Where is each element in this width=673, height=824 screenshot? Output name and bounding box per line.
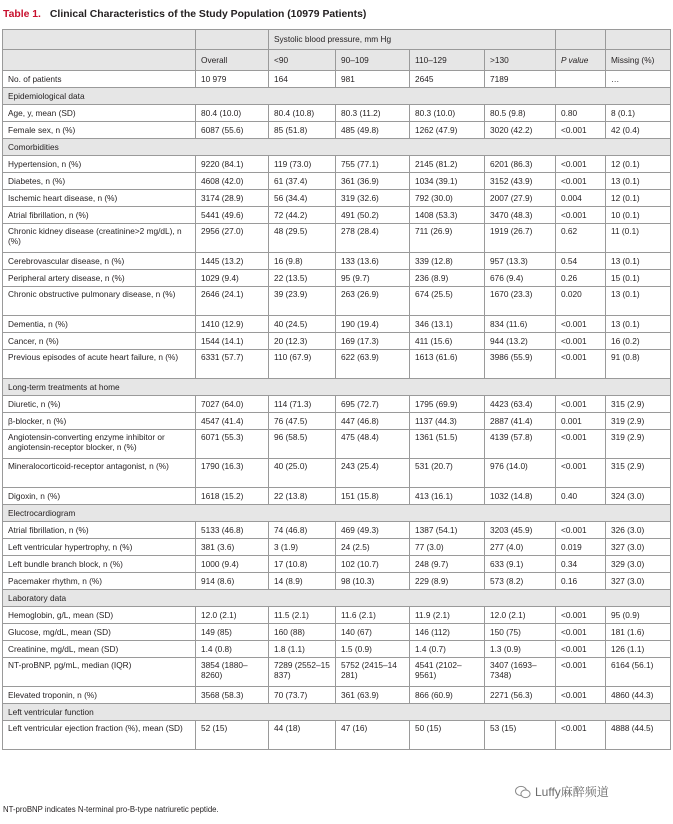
table-cell: 42 (0.4): [606, 122, 671, 139]
table-cell: 695 (72.7): [336, 396, 410, 413]
table-cell: 53 (15): [485, 721, 556, 750]
sbp-group-header: Systolic blood pressure, mm Hg: [269, 30, 556, 50]
table-cell: 0.80: [556, 105, 606, 122]
table-cell: 5133 (46.8): [196, 522, 269, 539]
table-cell: 263 (26.9): [336, 287, 410, 316]
clinical-characteristics-table: [2, 29, 671, 750]
table-cell: 3407 (1693–7348): [485, 658, 556, 687]
header-row-group: [3, 30, 671, 50]
table-cell: 0.62: [556, 224, 606, 253]
table-cell: 16 (0.2): [606, 333, 671, 350]
row-label: Ischemic heart disease, n (%): [3, 190, 196, 207]
table-cell: 1032 (14.8): [485, 488, 556, 505]
table-cell: 6201 (86.3): [485, 156, 556, 173]
table-cell: 119 (73.0): [269, 156, 336, 173]
table-cell: 711 (26.9): [410, 224, 485, 253]
table-cell: 327 (3.0): [606, 573, 671, 590]
table-cell: 1.4 (0.7): [410, 641, 485, 658]
table-cell: 1.8 (1.1): [269, 641, 336, 658]
table-cell: 327 (3.0): [606, 539, 671, 556]
section-header-row: [3, 590, 671, 607]
table-cell: 48 (29.5): [269, 224, 336, 253]
table-cell: 9220 (84.1): [196, 156, 269, 173]
table-cell: 47 (16): [336, 721, 410, 750]
table-cell: <0.001: [556, 122, 606, 139]
table-cell: 866 (60.9): [410, 687, 485, 704]
table-cell: 11.9 (2.1): [410, 607, 485, 624]
table-cell: 24 (2.5): [336, 539, 410, 556]
table-cell: 95 (9.7): [336, 270, 410, 287]
table-cell: 346 (13.1): [410, 316, 485, 333]
table-row: [3, 156, 671, 173]
table-row: [3, 573, 671, 590]
table-cell: 4608 (42.0): [196, 173, 269, 190]
table-cell: 792 (30.0): [410, 190, 485, 207]
row-label: Elevated troponin, n (%): [3, 687, 196, 704]
table-cell: 4139 (57.8): [485, 430, 556, 459]
section-header-row: [3, 505, 671, 522]
table-cell: 110 (67.9): [269, 350, 336, 379]
table-row: [3, 333, 671, 350]
table-cell: 2007 (27.9): [485, 190, 556, 207]
table-cell: 164: [269, 71, 336, 88]
table-cell: <0.001: [556, 350, 606, 379]
table-cell: 3174 (28.9): [196, 190, 269, 207]
table-cell: <0.001: [556, 459, 606, 488]
table-cell: 14 (8.9): [269, 573, 336, 590]
table-cell: 3986 (55.9): [485, 350, 556, 379]
table-cell: 7289 (2552–15 837): [269, 658, 336, 687]
table-cell: 3568 (58.3): [196, 687, 269, 704]
row-label: Left ventricular hypertrophy, n (%): [3, 539, 196, 556]
table-cell: 622 (63.9): [336, 350, 410, 379]
section-title: Electrocardiogram: [3, 505, 671, 522]
table-row: [3, 459, 671, 488]
row-label: Glucose, mg/dL, mean (SD): [3, 624, 196, 641]
table-cell: <0.001: [556, 430, 606, 459]
table-row: [3, 641, 671, 658]
table-cell: 149 (85): [196, 624, 269, 641]
table-cell: 5752 (2415–14 281): [336, 658, 410, 687]
table-cell: 1361 (51.5): [410, 430, 485, 459]
table-row: [3, 687, 671, 704]
row-label: Peripheral artery disease, n (%): [3, 270, 196, 287]
table-row: [3, 396, 671, 413]
table-cell: 1795 (69.9): [410, 396, 485, 413]
table-title: Clinical Characteristics of the Study Population (10979 Patients): [49, 9, 367, 20]
row-label: Left ventricular ejection fraction (%), mean (SD): [3, 721, 196, 750]
table-cell: 15 (0.1): [606, 270, 671, 287]
table-cell: 6071 (55.3): [196, 430, 269, 459]
table-cell: 44 (18): [269, 721, 336, 750]
header-empty-cell: [3, 30, 196, 50]
table-cell: 676 (9.4): [485, 270, 556, 287]
header-empty-cell: [606, 30, 671, 50]
watermark: [515, 783, 609, 800]
table-cell: 102 (10.7): [336, 556, 410, 573]
table-cell: 13 (0.1): [606, 287, 671, 316]
row-label: Hypertension, n (%): [3, 156, 196, 173]
table-cell: 8 (0.1): [606, 105, 671, 122]
row-label: Age, y, mean (SD): [3, 105, 196, 122]
table-cell: 957 (13.3): [485, 253, 556, 270]
table-cell: 319 (2.9): [606, 430, 671, 459]
row-label: Cerebrovascular disease, n (%): [3, 253, 196, 270]
table-cell: 11.6 (2.1): [336, 607, 410, 624]
table-cell: 469 (49.3): [336, 522, 410, 539]
table-cell: 12.0 (2.1): [196, 607, 269, 624]
table-cell: 80.3 (10.0): [410, 105, 485, 122]
row-label: Mineralocorticoid-receptor antagonist, n (%): [3, 459, 196, 488]
table-cell: <0.001: [556, 624, 606, 641]
table-caption: [3, 9, 366, 20]
table-cell: 12 (0.1): [606, 156, 671, 173]
table-cell: 3203 (45.9): [485, 522, 556, 539]
section-title: Epidemiological data: [3, 88, 671, 105]
column-header: Missing (%): [606, 50, 671, 71]
table-cell: 80.5 (9.8): [485, 105, 556, 122]
table-cell: 0.16: [556, 573, 606, 590]
table-row: [3, 71, 671, 88]
table-cell: 13 (0.1): [606, 253, 671, 270]
table-row: [3, 350, 671, 379]
table-cell: 40 (25.0): [269, 459, 336, 488]
table-cell: <0.001: [556, 156, 606, 173]
table-cell: 80.4 (10.0): [196, 105, 269, 122]
table-cell: <0.001: [556, 641, 606, 658]
table-row: [3, 539, 671, 556]
chat-bubble-icon: [515, 785, 531, 799]
table-cell: 22 (13.8): [269, 488, 336, 505]
table-cell: 361 (63.9): [336, 687, 410, 704]
table-cell: 169 (17.3): [336, 333, 410, 350]
section-title: Laboratory data: [3, 590, 671, 607]
table-row: [3, 721, 671, 750]
table-cell: 0.020: [556, 287, 606, 316]
table-cell: 151 (15.8): [336, 488, 410, 505]
table-cell: 3020 (42.2): [485, 122, 556, 139]
table-cell: 50 (15): [410, 721, 485, 750]
table-cell: 16 (9.8): [269, 253, 336, 270]
table-cell: 326 (3.0): [606, 522, 671, 539]
row-label: Female sex, n (%): [3, 122, 196, 139]
table-cell: …: [606, 71, 671, 88]
table-cell: 633 (9.1): [485, 556, 556, 573]
table-cell: 1670 (23.3): [485, 287, 556, 316]
table-cell: 1000 (9.4): [196, 556, 269, 573]
table-cell: 10 (0.1): [606, 207, 671, 224]
table-cell: 181 (1.6): [606, 624, 671, 641]
section-title: Left ventricular function: [3, 704, 671, 721]
table-cell: 39 (23.9): [269, 287, 336, 316]
table-cell: <0.001: [556, 316, 606, 333]
table-cell: 248 (9.7): [410, 556, 485, 573]
table-cell: 485 (49.8): [336, 122, 410, 139]
table-cell: 229 (8.9): [410, 573, 485, 590]
table-cell: 1387 (54.1): [410, 522, 485, 539]
table-cell: 4547 (41.4): [196, 413, 269, 430]
column-header: [3, 50, 196, 71]
column-header: 90–109: [336, 50, 410, 71]
table-cell: 1029 (9.4): [196, 270, 269, 287]
watermark-text: Luffy麻醉频道: [535, 785, 609, 799]
table-cell: 72 (44.2): [269, 207, 336, 224]
table-cell: 278 (28.4): [336, 224, 410, 253]
table-cell: 0.26: [556, 270, 606, 287]
table-cell: 17 (10.8): [269, 556, 336, 573]
table-cell: 1.3 (0.9): [485, 641, 556, 658]
table-row: [3, 522, 671, 539]
table-cell: 126 (1.1): [606, 641, 671, 658]
table-cell: 4423 (63.4): [485, 396, 556, 413]
table-cell: <0.001: [556, 721, 606, 750]
table-row: [3, 253, 671, 270]
table-cell: 0.004: [556, 190, 606, 207]
table-cell: 0.54: [556, 253, 606, 270]
table-cell: 944 (13.2): [485, 333, 556, 350]
table-cell: 56 (34.4): [269, 190, 336, 207]
table-cell: 4888 (44.5): [606, 721, 671, 750]
table-cell: 3152 (43.9): [485, 173, 556, 190]
table-cell: 1.4 (0.8): [196, 641, 269, 658]
table-cell: 0.019: [556, 539, 606, 556]
table-cell: 1410 (12.9): [196, 316, 269, 333]
table-cell: 1034 (39.1): [410, 173, 485, 190]
table-cell: <0.001: [556, 658, 606, 687]
row-label: Angiotensin-converting enzyme inhibitor or angiotensin-receptor blocker, n (%): [3, 430, 196, 459]
table-cell: 2956 (27.0): [196, 224, 269, 253]
table-cell: 95 (0.9): [606, 607, 671, 624]
table-row: [3, 224, 671, 253]
table-cell: 7189: [485, 71, 556, 88]
table-cell: 7027 (64.0): [196, 396, 269, 413]
table-cell: 1613 (61.6): [410, 350, 485, 379]
table-cell: 339 (12.8): [410, 253, 485, 270]
table-cell: 361 (36.9): [336, 173, 410, 190]
table-cell: 2645: [410, 71, 485, 88]
table-cell: <0.001: [556, 522, 606, 539]
section-title: Long-term treatments at home: [3, 379, 671, 396]
table-cell: 4860 (44.3): [606, 687, 671, 704]
table-cell: 133 (13.6): [336, 253, 410, 270]
row-label: Cancer, n (%): [3, 333, 196, 350]
table-cell: 5441 (49.6): [196, 207, 269, 224]
table-row: [3, 105, 671, 122]
table-cell: 1262 (47.9): [410, 122, 485, 139]
table-cell: 324 (3.0): [606, 488, 671, 505]
table-cell: 319 (32.6): [336, 190, 410, 207]
table-cell: 3 (1.9): [269, 539, 336, 556]
table-cell: 277 (4.0): [485, 539, 556, 556]
table-cell: 475 (48.4): [336, 430, 410, 459]
table-cell: 531 (20.7): [410, 459, 485, 488]
table-cell: 98 (10.3): [336, 573, 410, 590]
row-label: Left bundle branch block, n (%): [3, 556, 196, 573]
table-row: [3, 488, 671, 505]
section-header-row: [3, 139, 671, 156]
table-cell: 834 (11.6): [485, 316, 556, 333]
table-cell: 413 (16.1): [410, 488, 485, 505]
table-cell: 190 (19.4): [336, 316, 410, 333]
table-row: [3, 207, 671, 224]
table-cell: 243 (25.4): [336, 459, 410, 488]
section-header-row: [3, 704, 671, 721]
table-cell: 52 (15): [196, 721, 269, 750]
table-cell: 447 (46.8): [336, 413, 410, 430]
table-cell: 1.5 (0.9): [336, 641, 410, 658]
table-cell: 1544 (14.1): [196, 333, 269, 350]
table-cell: 319 (2.9): [606, 413, 671, 430]
table-cell: 674 (25.5): [410, 287, 485, 316]
table-cell: 6331 (57.7): [196, 350, 269, 379]
table-footnote: NT-proBNP indicates N-terminal pro-B-type natriuretic peptide.: [3, 805, 219, 814]
section-header-row: [3, 88, 671, 105]
column-header: >130: [485, 50, 556, 71]
table-cell: 0.001: [556, 413, 606, 430]
table-cell: 77 (3.0): [410, 539, 485, 556]
table-cell: 3470 (48.3): [485, 207, 556, 224]
table-cell: 91 (0.8): [606, 350, 671, 379]
table-row: [3, 316, 671, 333]
table-cell: 573 (8.2): [485, 573, 556, 590]
row-label: Atrial fibrillation, n (%): [3, 522, 196, 539]
table-label: Table 1.: [3, 9, 41, 20]
table-cell: 1445 (13.2): [196, 253, 269, 270]
table-row: [3, 173, 671, 190]
table-cell: 13 (0.1): [606, 316, 671, 333]
table-cell: <0.001: [556, 173, 606, 190]
table-cell: 12 (0.1): [606, 190, 671, 207]
row-label: Hemoglobin, g/L, mean (SD): [3, 607, 196, 624]
table-cell: 80.3 (11.2): [336, 105, 410, 122]
column-header: Overall: [196, 50, 269, 71]
row-label: Digoxin, n (%): [3, 488, 196, 505]
table-cell: 381 (3.6): [196, 539, 269, 556]
row-label: Chronic obstructive pulmonary disease, n (%): [3, 287, 196, 316]
row-label: No. of patients: [3, 71, 196, 88]
row-label: Dementia, n (%): [3, 316, 196, 333]
table-cell: 2887 (41.4): [485, 413, 556, 430]
table-cell: 981: [336, 71, 410, 88]
table-cell: 0.34: [556, 556, 606, 573]
row-label: Diabetes, n (%): [3, 173, 196, 190]
header-empty-cell: [556, 30, 606, 50]
table-cell: 85 (51.8): [269, 122, 336, 139]
table-cell: 22 (13.5): [269, 270, 336, 287]
table-cell: 1790 (16.3): [196, 459, 269, 488]
table-cell: 80.4 (10.8): [269, 105, 336, 122]
table-cell: 3854 (1880–8260): [196, 658, 269, 687]
header-row-columns: [3, 50, 671, 71]
table-cell: 1919 (26.7): [485, 224, 556, 253]
column-header: P value: [556, 50, 606, 71]
table-row: [3, 287, 671, 316]
table-cell: 1618 (15.2): [196, 488, 269, 505]
row-label: β-blocker, n (%): [3, 413, 196, 430]
table-row: [3, 430, 671, 459]
table-cell: 12.0 (2.1): [485, 607, 556, 624]
table-cell: 315 (2.9): [606, 459, 671, 488]
table-cell: 411 (15.6): [410, 333, 485, 350]
table-cell: 0.40: [556, 488, 606, 505]
table-cell: 2646 (24.1): [196, 287, 269, 316]
table-cell: 755 (77.1): [336, 156, 410, 173]
table-cell: 2271 (56.3): [485, 687, 556, 704]
table-cell: 114 (71.3): [269, 396, 336, 413]
table-cell: 914 (8.6): [196, 573, 269, 590]
table-row: [3, 624, 671, 641]
table-cell: 329 (3.0): [606, 556, 671, 573]
table-row: [3, 190, 671, 207]
table-cell: 1137 (44.3): [410, 413, 485, 430]
table-cell: 76 (47.5): [269, 413, 336, 430]
table-cell: 491 (50.2): [336, 207, 410, 224]
table-row: [3, 658, 671, 687]
section-header-row: [3, 379, 671, 396]
table-cell: <0.001: [556, 687, 606, 704]
table-cell: 160 (88): [269, 624, 336, 641]
table-cell: 40 (24.5): [269, 316, 336, 333]
table-cell: 20 (12.3): [269, 333, 336, 350]
table-body: [3, 30, 671, 750]
table-cell: 1408 (53.3): [410, 207, 485, 224]
table-cell: 13 (0.1): [606, 173, 671, 190]
table-cell: 6087 (55.6): [196, 122, 269, 139]
table-cell: <0.001: [556, 396, 606, 413]
table-cell: 11 (0.1): [606, 224, 671, 253]
table-cell: 976 (14.0): [485, 459, 556, 488]
table-cell: 236 (8.9): [410, 270, 485, 287]
table-row: [3, 413, 671, 430]
header-empty-cell: [196, 30, 269, 50]
table-cell: 10 979: [196, 71, 269, 88]
table-cell: 96 (58.5): [269, 430, 336, 459]
table-row: [3, 270, 671, 287]
column-header: 110–129: [410, 50, 485, 71]
table-cell: 70 (73.7): [269, 687, 336, 704]
table-cell: 2145 (81.2): [410, 156, 485, 173]
row-label: Chronic kidney disease (creatinine>2 mg/dL), n (%): [3, 224, 196, 253]
row-label: NT-proBNP, pg/mL, median (IQR): [3, 658, 196, 687]
table-cell: 61 (37.4): [269, 173, 336, 190]
table-cell: <0.001: [556, 333, 606, 350]
row-label: Creatinine, mg/dL, mean (SD): [3, 641, 196, 658]
column-header: <90: [269, 50, 336, 71]
table-row: [3, 556, 671, 573]
row-label: Previous episodes of acute heart failure, n (%): [3, 350, 196, 379]
table-cell: 74 (46.8): [269, 522, 336, 539]
table-cell: 11.5 (2.1): [269, 607, 336, 624]
table-cell: <0.001: [556, 207, 606, 224]
table-cell: [556, 71, 606, 88]
row-label: Atrial fibrillation, n (%): [3, 207, 196, 224]
table-cell: <0.001: [556, 607, 606, 624]
section-title: Comorbidities: [3, 139, 671, 156]
table-cell: 146 (112): [410, 624, 485, 641]
table-cell: 140 (67): [336, 624, 410, 641]
table-cell: 315 (2.9): [606, 396, 671, 413]
table-cell: 150 (75): [485, 624, 556, 641]
row-label: Diuretic, n (%): [3, 396, 196, 413]
table-row: [3, 122, 671, 139]
row-label: Pacemaker rhythm, n (%): [3, 573, 196, 590]
table-row: [3, 607, 671, 624]
table-cell: 6164 (56.1): [606, 658, 671, 687]
table-cell: 4541 (2102–9561): [410, 658, 485, 687]
